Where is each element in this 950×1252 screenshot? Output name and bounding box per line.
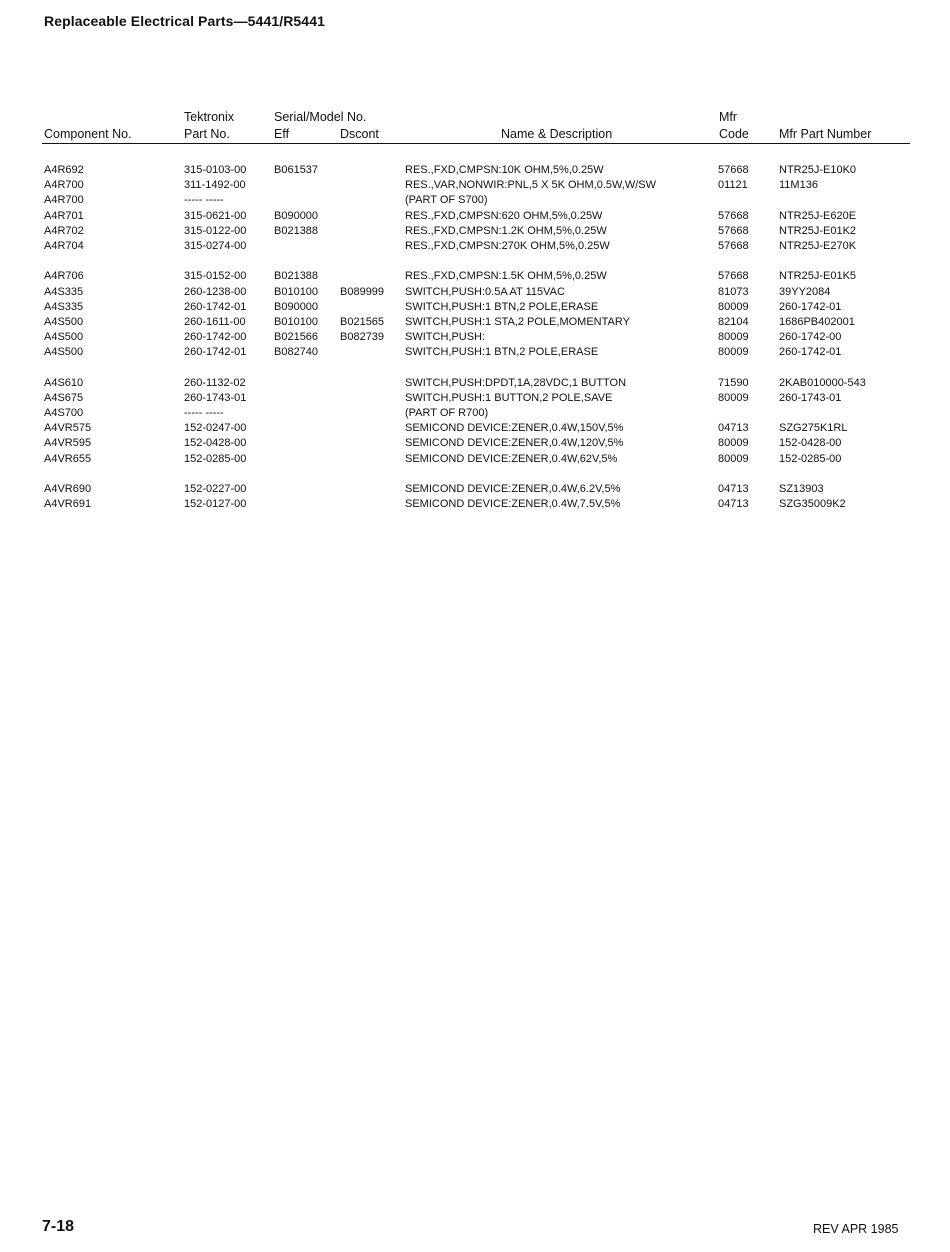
- header-name-description: Name & Description: [501, 127, 613, 141]
- description-cell: SEMICOND DEVICE:ZENER,0.4W,7.5V,5%: [405, 498, 621, 511]
- mfr-part-number-cell: NTR25J-E10K0: [779, 164, 857, 176]
- mfr-part-number-cell: 1686PB402001: [779, 315, 855, 328]
- eff-cell: B010100: [274, 315, 319, 328]
- mfr-part-number-cell: 152-0428-00: [779, 437, 842, 450]
- table-row: [0, 224, 950, 239]
- table-row: [0, 300, 950, 315]
- table-row: [0, 497, 950, 512]
- table-row: [0, 391, 950, 406]
- mfr-part-number-cell: 260-1742-01: [779, 300, 842, 313]
- component-no-cell: A4VR690: [44, 482, 92, 495]
- component-no-cell: A4R700: [44, 179, 84, 192]
- part-no-cell: 152-0428-00: [184, 437, 247, 450]
- description-cell: SEMICOND DEVICE:ZENER,0.4W,120V,5%: [405, 437, 624, 450]
- table-row: [0, 315, 950, 330]
- component-no-cell: A4VR595: [44, 437, 92, 450]
- component-no-cell: A4R700: [44, 194, 84, 207]
- table-row: [0, 406, 950, 421]
- eff-cell: B021388: [274, 224, 319, 237]
- mfr-part-number-cell: 11M136: [779, 179, 818, 192]
- mfr-part-number-cell: 260-1743-01: [779, 391, 842, 404]
- mfr-part-number-cell: NTR25J-E620E: [779, 209, 857, 222]
- mfr-code-cell: 57668: [718, 270, 749, 283]
- header-serial-model-no: Serial/Model No.: [274, 110, 367, 124]
- mfr-part-number-cell: SZ13903: [779, 482, 824, 495]
- table-row: [0, 209, 950, 224]
- description-cell: SEMICOND DEVICE:ZENER,0.4W,62V,5%: [405, 452, 618, 465]
- mfr-code-cell: 04713: [718, 422, 749, 435]
- table-row: [0, 178, 950, 193]
- mfr-code-cell: 57668: [718, 239, 749, 252]
- mfr-code-cell: 57668: [718, 164, 749, 176]
- part-no-cell: 260-1742-00: [184, 331, 247, 344]
- description-cell: RES.,FXD,CMPSN:1.5K OHM,5%,0.25W: [405, 270, 607, 283]
- mfr-code-cell: 81073: [718, 285, 749, 298]
- revision-date: REV APR 1985: [813, 1222, 899, 1236]
- description-cell: RES.,FXD,CMPSN:620 OHM,5%,0.25W: [405, 209, 603, 222]
- dscont-cell: B082739: [340, 331, 385, 344]
- description-cell: SWITCH,PUSH:: [405, 331, 486, 344]
- component-no-cell: A4R704: [44, 239, 84, 252]
- mfr-part-number-cell: NTR25J-E01K2: [779, 224, 857, 237]
- table-row: [0, 269, 950, 284]
- component-no-cell: A4R702: [44, 224, 84, 237]
- part-no-cell: 315-0122-00: [184, 224, 247, 237]
- part-no-cell: 152-0127-00: [184, 498, 247, 511]
- description-cell: SEMICOND DEVICE:ZENER,0.4W,6.2V,5%: [405, 482, 621, 495]
- component-no-cell: A4S335: [44, 285, 84, 298]
- part-no-cell: 260-1742-01: [184, 300, 247, 313]
- component-no-cell: A4S610: [44, 376, 84, 389]
- mfr-code-cell: 57668: [718, 224, 749, 237]
- component-no-cell: A4S335: [44, 300, 84, 313]
- part-no-cell: 260-1238-00: [184, 285, 247, 298]
- part-no-cell: 315-0103-00: [184, 164, 247, 176]
- page-number: 7-18: [42, 1218, 75, 1235]
- mfr-code-cell: 04713: [718, 498, 749, 511]
- part-no-cell: 315-0274-00: [184, 239, 247, 252]
- part-no-cell: ----- -----: [184, 407, 224, 419]
- part-no-cell: 315-0152-00: [184, 270, 247, 283]
- part-no-cell: ----- -----: [184, 194, 224, 207]
- header-eff: Eff: [274, 127, 290, 141]
- part-no-cell: 260-1743-01: [184, 391, 247, 404]
- mfr-code-cell: 80009: [718, 391, 749, 404]
- description-cell: SEMICOND DEVICE:ZENER,0.4W,150V,5%: [405, 422, 624, 435]
- description-cell: SWITCH,PUSH:1 BTN,2 POLE,ERASE: [405, 300, 599, 313]
- part-no-cell: 315-0621-00: [184, 209, 247, 222]
- mfr-part-number-cell: 260-1742-01: [779, 346, 842, 359]
- component-no-cell: A4VR655: [44, 452, 92, 465]
- eff-cell: B010100: [274, 285, 319, 298]
- table-row: [0, 345, 950, 360]
- description-cell: (PART OF S700): [405, 194, 488, 207]
- dscont-cell: B089999: [340, 285, 385, 298]
- component-no-cell: A4R701: [44, 209, 84, 222]
- group-spacer: [0, 360, 950, 375]
- description-cell: SWITCH,PUSH:0.5A AT 115VAC: [405, 285, 565, 298]
- mfr-code-cell: 04713: [718, 482, 749, 495]
- page-title: Replaceable Electrical Parts—5441/R5441: [44, 13, 325, 29]
- mfr-part-number-cell: SZG35009K2: [779, 498, 846, 511]
- component-no-cell: A4VR575: [44, 422, 92, 435]
- header-tektronix: Tektronix: [184, 110, 235, 124]
- part-no-cell: 260-1132-02: [184, 376, 246, 389]
- table-row: [0, 193, 950, 208]
- description-cell: SWITCH,PUSH:1 STA,2 POLE,MOMENTARY: [405, 315, 630, 328]
- mfr-code-cell: 80009: [718, 331, 749, 344]
- mfr-code-cell: 80009: [718, 346, 749, 359]
- table-row: [0, 436, 950, 451]
- mfr-part-number-cell: NTR25J-E01K5: [779, 270, 857, 283]
- component-no-cell: A4S500: [44, 346, 84, 359]
- group-spacer: [0, 467, 950, 482]
- description-cell: RES.,FXD,CMPSN:10K OHM,5%,0.25W: [405, 164, 604, 176]
- mfr-code-cell: 80009: [718, 300, 749, 313]
- description-cell: SWITCH,PUSH:1 BTN,2 POLE,ERASE: [405, 346, 599, 359]
- component-no-cell: A4S500: [44, 331, 84, 344]
- group-spacer: [0, 254, 950, 269]
- mfr-part-number-cell: SZG275K1RL: [779, 422, 848, 435]
- header-code: Code: [719, 127, 749, 141]
- table-row: [0, 285, 950, 300]
- component-no-cell: A4R692: [44, 164, 84, 176]
- eff-cell: B021388: [274, 270, 319, 283]
- table-row: [0, 376, 950, 391]
- part-no-cell: 260-1742-01: [184, 346, 247, 359]
- table-row: [0, 163, 950, 178]
- component-no-cell: A4S700: [44, 407, 84, 419]
- dscont-cell: B021565: [340, 315, 385, 328]
- mfr-part-number-cell: 2KAB010000-543: [779, 376, 866, 389]
- mfr-code-cell: 71590: [718, 376, 749, 389]
- description-cell: RES.,VAR,NONWIR:PNL,5 X 5K OHM,0.5W,W/SW: [405, 179, 657, 192]
- mfr-code-cell: 57668: [718, 209, 749, 222]
- component-no-cell: A4S675: [44, 391, 84, 404]
- eff-cell: B090000: [274, 209, 319, 222]
- description-cell: SWITCH,PUSH:1 BUTTON,2 POLE,SAVE: [405, 391, 613, 404]
- component-no-cell: A4S500: [44, 315, 84, 328]
- description-cell: SWITCH,PUSH:DPDT,1A,28VDC,1 BUTTON: [405, 376, 627, 389]
- component-no-cell: A4VR691: [44, 498, 92, 511]
- part-no-cell: 152-0285-00: [184, 452, 247, 465]
- header-dscont: Dscont: [340, 127, 379, 141]
- eff-cell: B090000: [274, 300, 319, 313]
- mfr-part-number-cell: 260-1742-00: [779, 331, 842, 344]
- description-cell: RES.,FXD,CMPSN:270K OHM,5%,0.25W: [405, 239, 610, 252]
- eff-cell: B082740: [274, 346, 319, 359]
- part-no-cell: 260-1611-00: [184, 315, 246, 328]
- parts-list: [0, 163, 950, 512]
- header-rule: [42, 143, 910, 144]
- mfr-part-number-cell: NTR25J-E270K: [779, 239, 857, 252]
- header-mfr: Mfr: [719, 110, 738, 124]
- mfr-code-cell: 80009: [718, 437, 749, 450]
- part-no-cell: 152-0247-00: [184, 422, 247, 435]
- header-part-no: Part No.: [184, 127, 230, 141]
- table-row: [0, 239, 950, 254]
- mfr-code-cell: 80009: [718, 452, 749, 465]
- header-mfr-part-number: Mfr Part Number: [779, 127, 872, 141]
- table-row: [0, 330, 950, 345]
- part-no-cell: 152-0227-00: [184, 482, 247, 495]
- part-no-cell: 311-1492-00: [184, 179, 246, 192]
- header-component-no: Component No.: [44, 127, 132, 141]
- table-row: [0, 452, 950, 467]
- description-cell: RES.,FXD,CMPSN:1.2K OHM,5%,0.25W: [405, 224, 607, 237]
- table-row: [0, 421, 950, 436]
- eff-cell: B021566: [274, 331, 319, 344]
- eff-cell: B061537: [274, 164, 319, 176]
- description-cell: (PART OF R700): [405, 407, 489, 419]
- component-no-cell: A4R706: [44, 270, 84, 283]
- mfr-code-cell: 01121: [718, 179, 748, 192]
- mfr-part-number-cell: 152-0285-00: [779, 452, 842, 465]
- mfr-part-number-cell: 39YY2084: [779, 285, 831, 298]
- mfr-code-cell: 82104: [718, 315, 749, 328]
- table-row: [0, 482, 950, 497]
